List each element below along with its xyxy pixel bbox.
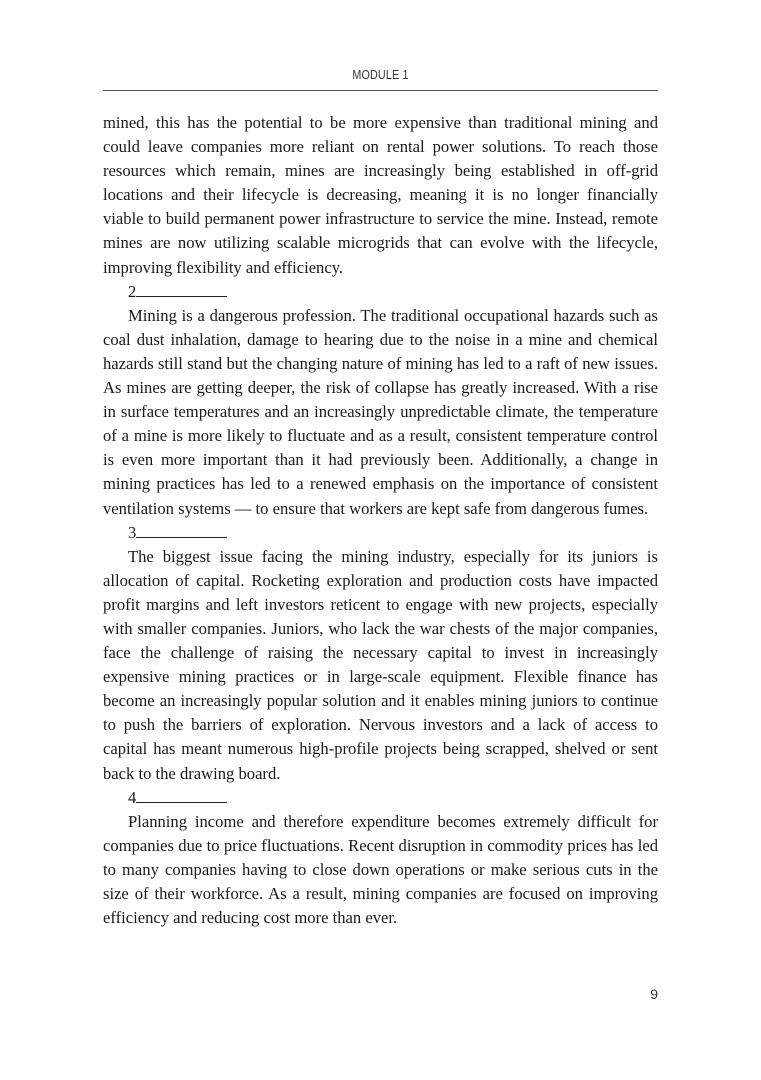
- running-header: MODULE 1: [352, 68, 409, 82]
- fill-in-blank[interactable]: [136, 281, 227, 297]
- gap-label-3: [103, 521, 658, 545]
- paragraph-4: Planning income and therefore expenditure becomes extremely difficult for companies due to price fluctuations. Recent disruption in commodity prices has led to many companies having to close down operations or make serious cuts in the size of their workforce. As a result, mining companies are focused on improving efficiency and reducing cost more than ever.: [103, 811, 658, 928]
- gap-number: 2: [128, 281, 137, 301]
- gap-number: 3: [128, 522, 137, 542]
- gap-label-2: [103, 280, 658, 304]
- header-divider: [103, 90, 658, 91]
- gap-number: 4: [128, 787, 137, 807]
- fill-in-blank[interactable]: [136, 522, 227, 538]
- paragraph-3: The biggest issue facing the mining industry, especially for its juniors is allocation of capital. Rocketing exploration and production costs have impacted profit margins and left investors reticent to engage with new projects, especially with smaller companies. Juniors, who lack the war chests of the major companies, face the challenge of raising the necessary capital to invest in increasingly expensive mining practices or in large-scale equipment. Flexible finance has become an increasingly popular solution and it enables mining juniors to continue to push the barriers of exploration. Nervous investors and a lack of access to capital has meant numerous high-profile projects being scrapped, shelved or sent back to the drawing board.: [103, 546, 658, 783]
- page-number: 9: [650, 986, 658, 1002]
- body-text: [103, 111, 658, 930]
- paragraph-2: Mining is a dangerous profession. The traditional occupational hazards such as coal dust inhalation, damage to hearing due to the noise in a mine and chemical hazards still stand but the changing nature of mining has led to a raft of new issues. As mines are getting deeper, the risk of collapse has greatly increased. With a rise in surface temperatures and an increasingly unpredictable climate, the temperature of a mine is more likely to fluctuate and as a result, consistent temperature control is even more important than it had previously been. Additionally, a change in mining practices has led to a renewed emphasis on the importance of consistent ventilation systems — to ensure that workers are kept safe from dangerous fumes.: [103, 305, 658, 518]
- gap-label-4: [103, 786, 658, 810]
- paragraph-continued: mined, this has the potential to be more expensive than traditional mining and could leave companies more reliant on rental power solutions. To reach those resources which remain, mines are increasingly being established in off-grid locations and their lifecycle is decreasing, meaning it is no longer financially viable to build permanent power infrastructure to service the mine. Instead, remote mines are now utilizing scalable microgrids that can evolve with the lifecycle, improving flexibility and efficiency.: [103, 113, 658, 277]
- fill-in-blank[interactable]: [136, 787, 227, 803]
